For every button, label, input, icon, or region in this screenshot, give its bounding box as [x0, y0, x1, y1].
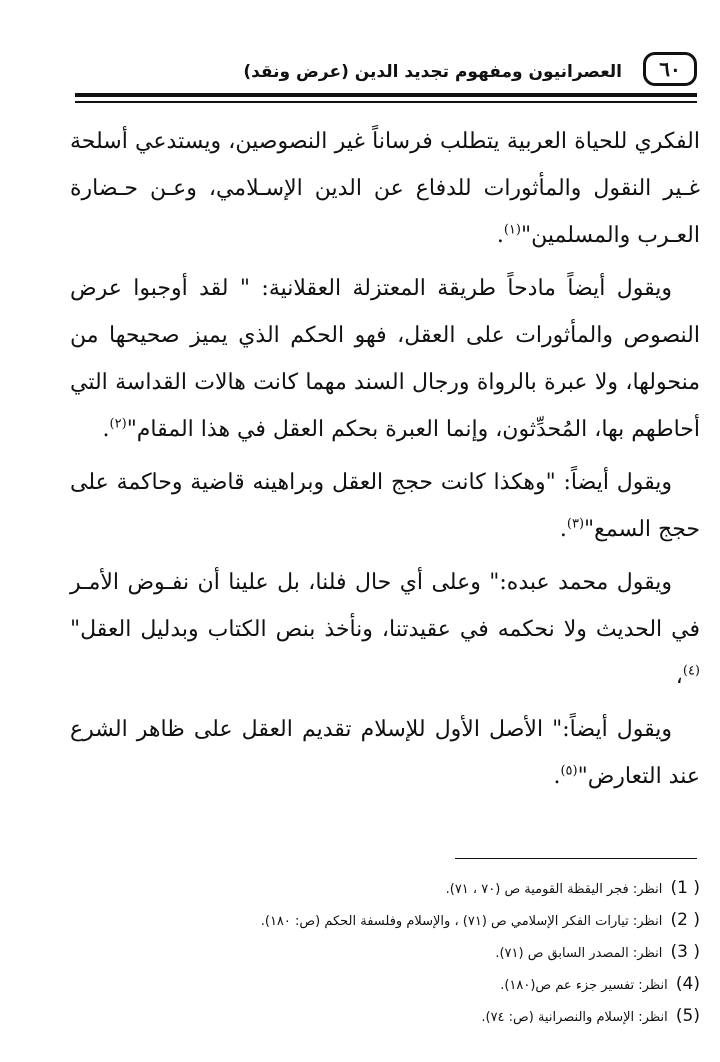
footnotes: [70, 872, 700, 1032]
footnote: [70, 904, 700, 936]
footnote-separator: [455, 858, 697, 859]
paragraph: [70, 706, 700, 800]
footnote-ref: (٤): [682, 663, 700, 679]
footnote-text: انظر: تيارات الفكر الإسلامي ص (٧١) ، والإسلام وفلسفة الحكم (ص: ١٨٠).: [260, 914, 663, 929]
footnote-number: ( 3): [670, 942, 700, 962]
footnote: [70, 1000, 700, 1032]
footnote-text: انظر: تفسير جزء عم ص(١٨٠).: [500, 978, 668, 993]
paragraph-text: ويقول أيضاً:" الأصل الأول للإسلام تقديم العقل على ظاهر الشرع عند التعارض": [70, 717, 700, 789]
paragraph-end: .: [553, 764, 561, 789]
paragraph-text: ويقول أيضاً: "وهكذا كانت حجج العقل وبراهينه قاضية وحاكمة على حجج السمع": [70, 470, 700, 542]
page-number-badge: ٦٠: [643, 52, 697, 86]
paragraph: [70, 559, 700, 700]
footnote-text: انظر: المصدر السابق ص (٧١).: [495, 946, 663, 961]
footnote: [70, 968, 700, 1000]
paragraph-end: .: [102, 417, 110, 442]
paragraph-text: الفكري للحياة العربية يتطلب فرساناً غير النصوصين، ويستدعي أسلحة غـير النقول والمأثورات للدفاع عن الدين الإسـلامي، وعـن حـضارة العـرب والمسلمين": [70, 129, 700, 248]
footnote-ref: (٥): [560, 763, 578, 779]
paragraph: [70, 459, 700, 553]
footnote-ref: (١): [503, 222, 521, 238]
paragraph-text: ويقول محمد عبده:" وعلى أي حال فلنا، بل علينا أن نفـوض الأمـر في الحديث ولا نحكمه في عقيدتنا، ونأخذ بنص الكتاب وبدليل العقل": [70, 570, 700, 642]
running-title: العصرانيون ومفهوم تجديد الدين (عرض ونقد): [243, 62, 622, 82]
footnote: [70, 872, 700, 904]
paragraph-end: .: [559, 517, 567, 542]
paragraph-end: .: [496, 223, 504, 248]
footnote-number: ( 2): [670, 910, 700, 930]
footnote-text: انظر: فجر اليقظة القومية ص (٧٠ ، ٧١).: [445, 882, 663, 897]
footnote-number: (5): [675, 1006, 700, 1026]
paragraph-end: ،: [675, 664, 683, 689]
page-header: [75, 42, 697, 90]
footnote-ref: (٣): [566, 516, 585, 532]
footnote-text: انظر: الإسلام والنصرانية (ص: ٧٤).: [481, 1010, 668, 1025]
footnote: [70, 936, 700, 968]
paragraph: [70, 265, 700, 453]
body-text: [70, 118, 700, 806]
footnote-ref: (٢): [109, 416, 127, 432]
header-rule-thin: [75, 101, 697, 103]
paragraph: [70, 118, 700, 259]
footnote-number: ( 1): [670, 878, 700, 898]
footnote-number: (4): [675, 974, 700, 994]
header-rule-thick: [75, 93, 697, 97]
paragraph-text: ويقول أيضاً مادحاً طريقة المعتزلة العقلانية: " لقد أوجبوا عرض النصوص والمأثورات على العقل، فهو الحكم الذي يميز صحيحها من منحولها، ولا عبرة بالرواة ورجال السند مهما كانت هالات القداسة التي أحاطهم بها، المُحدِّثون، وإنما العبرة بحكم العقل في هذا المقام": [70, 276, 700, 442]
